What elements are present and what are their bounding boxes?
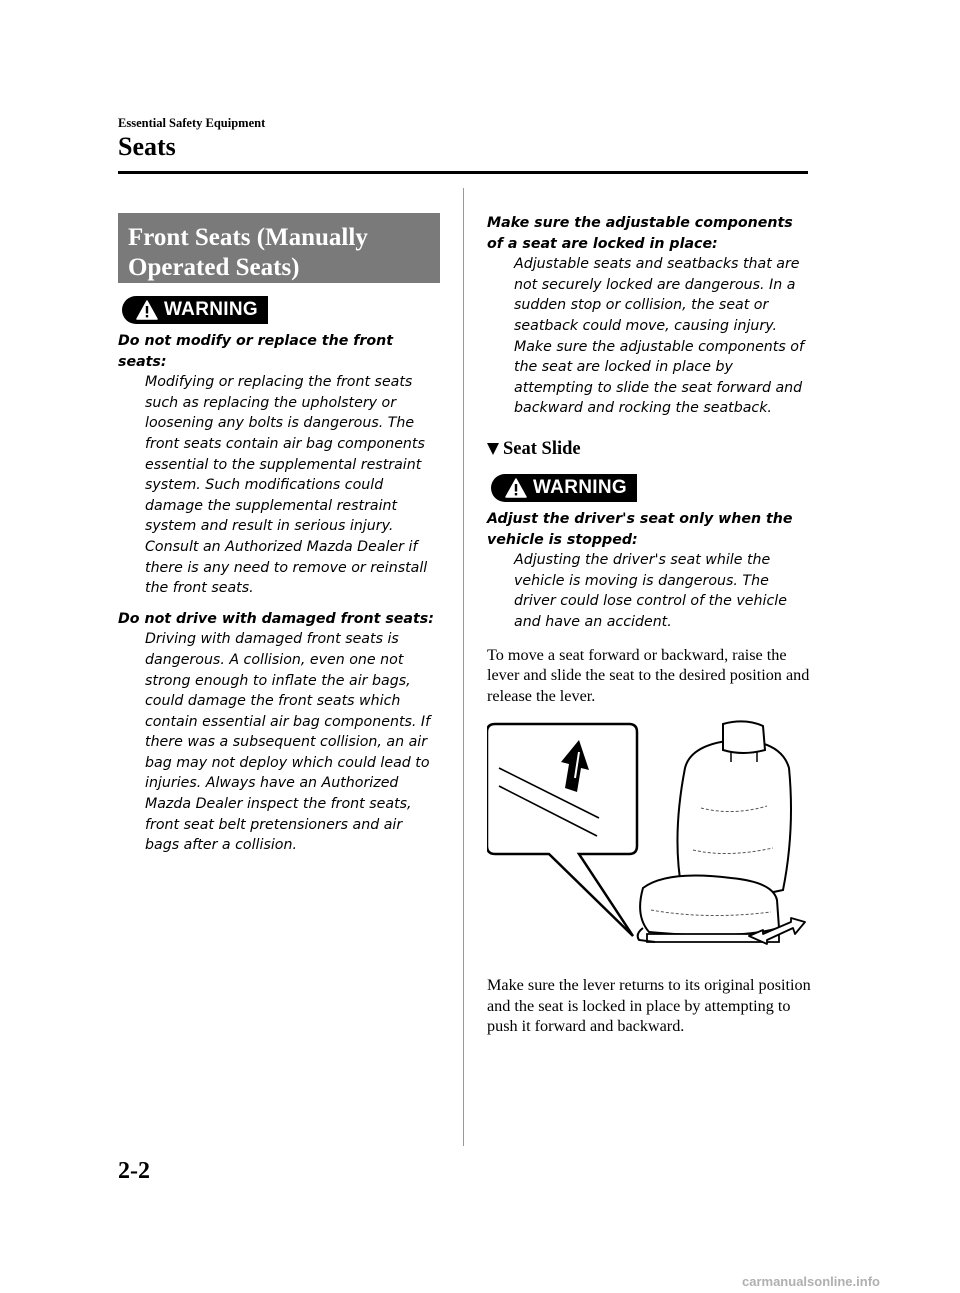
warning-item <box>487 509 812 633</box>
warning-item-body: Adjusting the driver's seat while the vehicle is moving is dangerous. The driver could lose control of the vehicle and have an accident. <box>514 552 787 630</box>
warning-item <box>487 213 812 419</box>
warning-item-body: Modifying or replacing the front seats such as replacing the upholstery or loosening any bolts is dangerous. The front seats contain air bag components essential to the supplemental restraint system. Such modifications could damage the supplemental restraint system and result in serious injury. Consult an Authorized Mazda Dealer if there is any need to remove or reinstall the front seats. <box>145 374 428 597</box>
seat-slide-illustration <box>487 720 812 960</box>
warning-item-body: Driving with damaged front seats is dangerous. A collision, even one not strong enough to inflate the air bags, could damage the front seats which contain essential air bag components. If there was a subsequent collision, an air bag may not deploy which could lead to injuries. Always have an Authorized Mazda Dealer inspect the front seats, front seat belt pretensioners and air bags after a collision. <box>145 631 431 854</box>
warning-badge <box>491 474 637 502</box>
warning-item <box>118 331 440 599</box>
section-heading-box <box>118 213 440 283</box>
footer-watermark: carmanualsonline.info <box>742 1274 880 1289</box>
right-column <box>487 213 812 1037</box>
warning-badge <box>122 296 268 324</box>
warning-item-title: Make sure the adjustable components of a seat are locked in place: <box>487 215 793 252</box>
warning-badge-wrap <box>118 296 440 325</box>
warning-item-title: Do not drive with damaged front seats: <box>118 610 434 627</box>
warning-label: WARNING <box>533 476 627 498</box>
warning-item-title: Adjust the driver's seat only when the vehicle is stopped: <box>487 510 793 548</box>
warning-label: WARNING <box>164 299 258 320</box>
subheading-label: Seat Slide <box>503 438 581 459</box>
instruction-paragraph: Make sure the lever returns to its original position and the seat is locked in place by attempting to push it forward and backward. <box>487 976 811 1036</box>
section-label: Essential Safety Equipment <box>118 116 266 130</box>
column-divider <box>463 188 464 1146</box>
subheading-seat-slide <box>487 439 812 460</box>
section-heading-line-1: Front Seats (Manually <box>128 224 368 251</box>
page-title: Seats <box>118 132 176 161</box>
warning-triangle-icon <box>505 478 527 498</box>
warning-triangle-icon <box>136 300 158 320</box>
down-triangle-icon <box>487 443 499 455</box>
warning-badge-wrap <box>487 474 812 503</box>
section-heading-line-2: Operated Seats) <box>128 254 300 281</box>
page-number: 2-2 <box>118 1158 150 1184</box>
warning-item <box>118 609 440 856</box>
warning-item-title: Do not modify or replace the front seats: <box>118 333 394 370</box>
warning-item-body: Adjustable seats and seatbacks that are not securely locked are dangerous. In a sudden stop or collision, the seat or seatback could move, causing injury. Make sure the adjustable components of the seat are locked in place by attempting to slide the seat forward and backward and rocking the seatback. <box>514 256 804 417</box>
title-rule <box>118 171 808 174</box>
left-column <box>118 213 440 856</box>
instruction-paragraph: To move a seat forward or backward, raise the lever and slide the seat to the desired position and release the lever. <box>487 645 810 705</box>
